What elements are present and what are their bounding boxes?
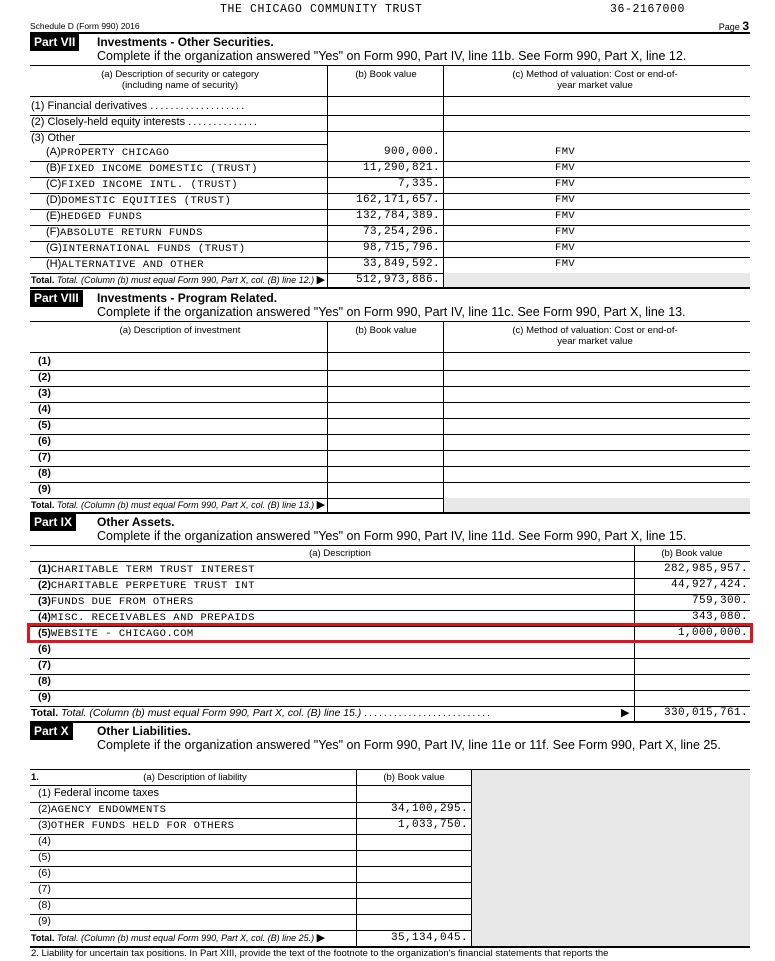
row-description: CHARITABLE PERPETURE TRUST INT <box>50 580 255 592</box>
table-row <box>46 145 170 161</box>
part-vii-label: Part VII <box>30 34 79 51</box>
row-description: OTHER FUNDS HELD FOR OTHERS <box>50 820 235 832</box>
book-value: 73,254,296. <box>362 226 440 238</box>
book-value: 759,300. <box>691 595 748 607</box>
list-item: (6) <box>38 435 51 447</box>
list-item: (8) <box>38 467 51 479</box>
list-item: (6) <box>38 643 51 655</box>
row-number: (3) <box>38 819 51 831</box>
row-description: ABSOLUTE RETURN FUNDS <box>60 227 203 239</box>
part-vii-line-1: (1) Financial derivatives ................... <box>31 100 247 112</box>
part-x-total-label: Total. Total. (Column (b) must equal Form 990, Part X, col. (B) line 25.) ▶ <box>31 932 326 944</box>
schedule-label: Schedule D (Form 990) 2016 <box>30 21 140 31</box>
row-divider <box>30 418 750 419</box>
table-row <box>46 193 231 209</box>
list-item: (2) <box>38 371 51 383</box>
part-x-col-b-header: (b) Book value <box>383 772 445 783</box>
valuation-method: FMV <box>555 162 576 174</box>
highlight-box <box>27 623 753 643</box>
book-value: 343,080. <box>691 611 748 623</box>
list-item: (9) <box>38 691 51 703</box>
table-row <box>46 241 246 257</box>
list-item: (4) <box>38 403 51 415</box>
row-letter: (G) <box>46 242 62 254</box>
list-item: (8) <box>38 675 51 687</box>
book-value: 1,033,750. <box>397 819 468 831</box>
org-name: THE CHICAGO COMMUNITY TRUST <box>220 3 423 16</box>
row-description: FIXED INCOME DOMESTIC (TRUST) <box>60 163 258 175</box>
book-value: 900,000. <box>383 146 440 158</box>
row-letter: (E) <box>46 210 61 222</box>
row-divider <box>30 690 750 691</box>
list-item: (9) <box>38 483 51 495</box>
row-number: (2) <box>38 579 51 591</box>
row-divider <box>30 882 471 883</box>
book-value: 132,784,389. <box>355 210 440 222</box>
row-divider <box>30 370 750 371</box>
row-description: AGENCY ENDOWMENTS <box>50 804 167 816</box>
table-row <box>46 161 258 177</box>
page-number: Page 3 <box>718 19 749 33</box>
list-item: (5) <box>38 419 51 431</box>
part-vii-description: Complete if the organization answered "Yes" on Form 990, Part IV, line 11b. See Form 990, Part X, line 12. <box>97 49 687 63</box>
part-viii-col-c-header: (c) Method of valuation: Cost or end-of-year market value <box>512 325 678 347</box>
row-number: (2) <box>38 803 51 815</box>
book-value: 162,171,657. <box>355 194 440 206</box>
valuation-method: FMV <box>555 242 576 254</box>
row-divider <box>30 450 750 451</box>
row-divider <box>30 866 471 867</box>
list-item: (4) <box>38 835 51 847</box>
valuation-method: FMV <box>555 258 576 270</box>
row-letter: (D) <box>46 194 62 206</box>
row-description: DOMESTIC EQUITIES (TRUST) <box>61 195 232 207</box>
row-number: (4) <box>38 611 51 623</box>
row-letter: (C) <box>46 178 62 190</box>
list-item: (7) <box>38 659 51 671</box>
row-divider <box>30 482 750 483</box>
row-number: (1) <box>38 563 51 575</box>
book-value: 44,927,424. <box>670 579 748 591</box>
list-item: (7) <box>38 451 51 463</box>
table-row <box>38 818 234 834</box>
row-divider <box>30 850 471 851</box>
book-value: 7,335. <box>397 178 440 190</box>
row-description: CHARITABLE TERM TRUST INTEREST <box>50 564 255 576</box>
row-letter: (F) <box>46 226 61 238</box>
table-row <box>38 578 255 594</box>
row-number: (5) <box>38 627 51 639</box>
valuation-method: FMV <box>555 226 576 238</box>
part-vii-col-a-header: (a) Description of security or category (including name of security) <box>101 69 259 91</box>
table-row <box>38 802 166 818</box>
part-viii-description: Complete if the organization answered "Yes" on Form 990, Part IV, line 11c. See Form 990, Part X, line 13. <box>97 305 686 319</box>
row-description: FIXED INCOME INTL. (TRUST) <box>61 179 239 191</box>
row-number: (3) <box>38 595 51 607</box>
part-viii-col-b-header: (b) Book value <box>355 325 417 336</box>
table-row <box>46 225 203 241</box>
right-arrow-icon: ▶ <box>316 274 326 286</box>
row-divider <box>30 674 750 675</box>
part-vii-line-2: (2) Closely-held equity interests .............. <box>31 116 259 128</box>
part-vii-total-label: Total. Total. (Column (b) must equal Form 990, Part X, col. (B) line 12.) ▶ <box>31 274 326 286</box>
part-ix-title: Other Assets. <box>97 515 175 529</box>
right-arrow-icon: ▶ <box>621 707 630 719</box>
row-letter: (A) <box>46 146 61 158</box>
row-description: WEBSITE - CHICAGO.COM <box>50 628 194 640</box>
row-letter: (H) <box>46 258 62 270</box>
row-description: INTERNATIONAL FUNDS (TRUST) <box>61 243 246 255</box>
part-ix-label: Part IX <box>30 514 76 531</box>
part-vii-col-c-header: (c) Method of valuation: Cost or end-of-year market value <box>512 69 678 91</box>
part-viii-col-a-header: (a) Description of investment <box>119 325 241 336</box>
row-divider <box>30 434 750 435</box>
right-arrow-icon: ▶ <box>316 932 326 944</box>
row-number: (1) <box>38 787 51 799</box>
row-divider <box>30 386 750 387</box>
part-vii-total-value: 512,973,886. <box>355 274 440 286</box>
list-item: (5) <box>38 851 51 863</box>
book-value: 33,849,592. <box>362 258 440 270</box>
part-ix-total-label: Total. Total. (Column (b) must equal Form 990, Part X, col. (B) line 15.) .......................... ▶ <box>31 707 630 719</box>
row-divider <box>30 466 750 467</box>
table-row <box>46 209 142 225</box>
valuation-method: FMV <box>555 210 576 222</box>
list-item: (1) <box>38 355 51 367</box>
book-value: 1,000,000. <box>677 627 748 639</box>
part-x-total-value: 35,134,045. <box>390 932 468 944</box>
row-divider <box>30 402 750 403</box>
part-viii-label: Part VIII <box>30 290 83 307</box>
row-divider <box>30 898 471 899</box>
row-divider <box>30 658 750 659</box>
part-x-title: Other Liabilities. <box>97 724 192 738</box>
row-description: PROPERTY CHICAGO <box>60 147 170 159</box>
row-divider <box>30 834 471 835</box>
table-row <box>46 257 204 273</box>
book-value: 282,985,957. <box>663 563 748 575</box>
part-x-col-a-header: (a) Description of liability <box>143 772 247 783</box>
part-x-line-2: 2. Liability for uncertain tax positions. In Part XIII, provide the text of the footnote to the organization's financial statements that reports the <box>31 948 609 959</box>
part-vii-line-3: (3) Other <box>31 132 76 144</box>
part-ix-description: Complete if the organization answered "Yes" on Form 990, Part IV, line 11d. See Form 990, Part X, line 15. <box>97 529 687 543</box>
list-item: (8) <box>38 899 51 911</box>
part-vii-title: Investments - Other Securities. <box>97 35 274 49</box>
list-item: (3) <box>38 387 51 399</box>
part-ix-total-value: 330,015,761. <box>663 707 748 719</box>
row-description: MISC. RECEIVABLES AND PREPAIDS <box>50 612 255 624</box>
book-value: 98,715,796. <box>362 242 440 254</box>
row-divider <box>30 914 471 915</box>
table-row <box>38 562 255 578</box>
part-x-description: Complete if the organization answered "Yes" on Form 990, Part IV, line 11e or 11f. See Form 990, Part X, line 25. <box>97 738 721 752</box>
part-viii-total-label: Total. Total. (Column (b) must equal Form 990, Part X, col. (B) line 13.) ▶ <box>31 499 326 511</box>
part-x-line-number: 1. <box>31 772 39 783</box>
row-description: ALTERNATIVE AND OTHER <box>61 259 205 271</box>
list-item: (6) <box>38 867 51 879</box>
valuation-method: FMV <box>555 178 576 190</box>
part-ix-col-a-header: (a) Description <box>309 548 371 559</box>
list-item: (9) <box>38 915 51 927</box>
valuation-method: FMV <box>555 146 576 158</box>
row-description: Federal income taxes <box>53 787 160 799</box>
part-viii-title: Investments - Program Related. <box>97 291 278 305</box>
book-value: 11,290,821. <box>362 162 440 174</box>
book-value: 34,100,295. <box>390 803 468 815</box>
list-item: (7) <box>38 883 51 895</box>
row-description: HEDGED FUNDS <box>60 211 143 223</box>
valuation-method: FMV <box>555 194 576 206</box>
row-letter: (B) <box>46 162 61 174</box>
part-x-label: Part X <box>30 723 73 740</box>
table-row <box>46 177 238 193</box>
row-description: FUNDS DUE FROM OTHERS <box>50 596 194 608</box>
table-row <box>38 594 194 610</box>
right-arrow-icon: ▶ <box>316 499 326 511</box>
part-ix-col-b-header: (b) Book value <box>661 548 723 559</box>
part-vii-col-b-header: (b) Book value <box>355 69 417 80</box>
ein: 36-2167000 <box>610 3 686 16</box>
table-row <box>38 786 159 801</box>
